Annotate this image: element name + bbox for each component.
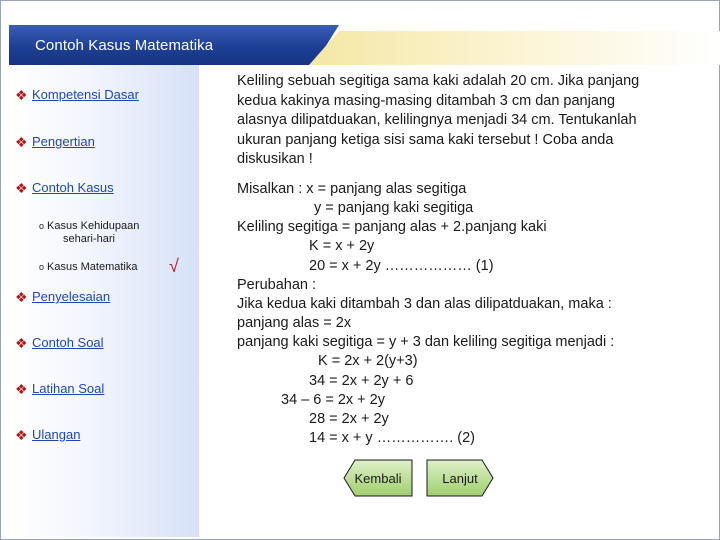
sidebar-item-label[interactable]: Contoh Kasus	[32, 180, 114, 195]
sidebar-item-label[interactable]: Contoh Soal	[32, 335, 104, 350]
slide-header	[9, 25, 720, 65]
solution-line: Jika kedua kaki ditambah 3 dan alas dilipatduakan, maka :	[237, 296, 612, 312]
circle-bullet-icon: o	[39, 221, 45, 231]
diamond-bullet-icon: ❖	[15, 133, 28, 150]
solution-line: K = 2x + 2(y+3)	[318, 353, 418, 369]
next-button[interactable]	[426, 459, 494, 497]
problem-line: alasnya dilipatduakan, kelilingnya menjadi 34 cm. Tentukanlah	[237, 112, 637, 128]
diamond-bullet-icon: ❖	[15, 179, 28, 196]
sidebar-subitem-kasus-matematika[interactable]	[39, 261, 138, 274]
solution-line: y = panjang kaki segitiga	[314, 200, 474, 216]
sidebar-item-label[interactable]: Ulangan	[32, 427, 81, 442]
solution-line: Perubahan :	[237, 277, 317, 293]
solution-line: 20 = x + 2y ……………… (1)	[309, 258, 494, 274]
subitem-label-line2: sehari-hari	[63, 233, 115, 245]
problem-line: diskusikan !	[237, 151, 313, 167]
problem-line: kedua kakinya masing-masing ditambah 3 cm dan panjang	[237, 93, 616, 109]
solution-line: K = x + 2y	[309, 238, 375, 254]
solution-line: 14 = x + y ……………. (2)	[309, 430, 475, 446]
diamond-bullet-icon: ❖	[15, 380, 28, 397]
sidebar-item-contoh-kasus[interactable]	[15, 180, 114, 195]
solution-line: panjang kaki segitiga = y + 3 dan keliling segitiga menjadi :	[237, 334, 615, 350]
page-title: Contoh Kasus Matematika	[35, 37, 214, 54]
sidebar-item-label[interactable]: Penyelesaian	[32, 289, 111, 304]
sidebar-item-penyelesaian[interactable]	[15, 289, 110, 304]
subitem-label-line1: Kasus Kehidupaan	[47, 220, 140, 232]
diamond-bullet-icon: ❖	[15, 426, 28, 443]
sidebar-item-latihan-soal[interactable]	[15, 381, 104, 396]
subitem-label-line1: Kasus Matematika	[47, 261, 138, 273]
back-button[interactable]	[343, 459, 413, 497]
solution-line: Keliling segitiga = panjang alas + 2.panjang kaki	[237, 219, 547, 235]
circle-bullet-icon: o	[39, 262, 45, 272]
diamond-bullet-icon: ❖	[15, 86, 28, 103]
sidebar-item-pengertian[interactable]	[15, 134, 95, 149]
solution-line: 34 – 6 = 2x + 2y	[281, 392, 385, 408]
sidebar-item-contoh-soal[interactable]	[15, 335, 104, 350]
diamond-bullet-icon: ❖	[15, 288, 28, 305]
back-button-label: Kembali	[354, 470, 402, 486]
next-button-label: Lanjut	[442, 470, 478, 486]
solution-line: panjang alas = 2x	[237, 315, 352, 331]
diamond-bullet-icon: ❖	[15, 334, 28, 351]
header-gold-band	[309, 31, 720, 65]
checkmark-icon: √	[169, 256, 179, 276]
solution-line: 34 = 2x + 2y + 6	[309, 373, 414, 389]
problem-line: Keliling sebuah segitiga sama kaki adalah 20 cm. Jika panjang	[237, 73, 640, 89]
sidebar-item-ulangan[interactable]	[15, 427, 80, 442]
sidebar-item-label[interactable]: Latihan Soal	[32, 381, 105, 396]
sidebar-subitem-kasus-kehidupaan[interactable]	[39, 220, 139, 246]
problem-line: ukuran panjang ketiga sisi sama kaki tersebut ! Coba anda	[237, 132, 614, 148]
sidebar-item-kompetensi-dasar[interactable]	[15, 87, 139, 102]
sidebar-item-label[interactable]: Pengertian	[32, 134, 95, 149]
solution-line: Misalkan : x = panjang alas segitiga	[237, 181, 467, 197]
sidebar-item-label[interactable]: Kompetensi Dasar	[32, 87, 139, 102]
solution-line: 28 = 2x + 2y	[309, 411, 389, 427]
